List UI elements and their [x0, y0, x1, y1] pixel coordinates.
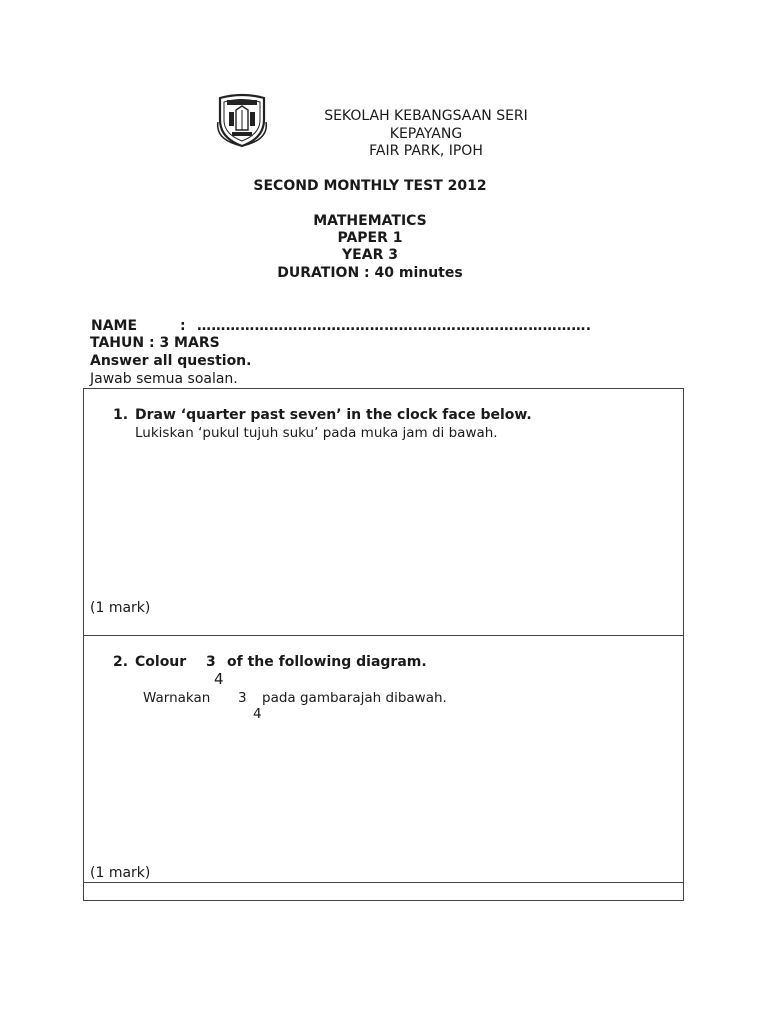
tahun-label: TAHUN : 3 MARS — [90, 335, 220, 351]
name-colon: : — [180, 318, 186, 334]
question-2-box — [83, 635, 684, 883]
question-2-malay-pre: Warnakan — [143, 690, 211, 706]
question-2-text-post: of the following diagram. — [227, 654, 427, 670]
question-2-marks: (1 mark) — [90, 865, 151, 881]
bottom-strip-box — [83, 882, 684, 901]
paper-title: PAPER 1 — [337, 230, 403, 246]
name-label: NAME — [91, 318, 138, 334]
question-2-malay-post: pada gambarajah dibawah. — [262, 690, 447, 706]
test-title: SECOND MONTHLY TEST 2012 — [253, 178, 487, 194]
school-address: FAIR PARK, IPOH — [369, 143, 483, 159]
instruction-malay: Jawab semua soalan. — [90, 371, 238, 387]
subject-title: MATHEMATICS — [313, 213, 427, 229]
question-2-malay-fraction-numerator: 3 — [238, 690, 247, 706]
year-title: YEAR 3 — [342, 247, 398, 263]
question-2-fraction-denominator: 4 — [214, 670, 224, 688]
school-name-line1: SEKOLAH KEBANGSAAN SERI — [324, 108, 528, 124]
question-2-text-pre: Colour — [135, 654, 187, 670]
duration-title: DURATION : 40 minutes — [277, 265, 463, 281]
instruction-english: Answer all question. — [90, 353, 252, 369]
question-1-marks: (1 mark) — [90, 600, 151, 616]
question-2-number: 2. — [113, 654, 129, 670]
question-1-text-malay: Lukiskan ‘pukul tujuh suku’ pada muka jam di bawah. — [135, 425, 498, 441]
question-1-number: 1. — [113, 407, 129, 423]
school-crest-logo — [215, 92, 269, 148]
question-2-fraction-numerator: 3 — [206, 654, 216, 670]
name-answer-line[interactable]: ………………………………………………………………………. — [197, 318, 592, 334]
question-1-text-english: Draw ‘quarter past seven’ in the clock face below. — [135, 407, 532, 423]
question-2-malay-fraction-denominator: 4 — [253, 706, 262, 722]
school-name-line2: KEPAYANG — [389, 126, 463, 142]
